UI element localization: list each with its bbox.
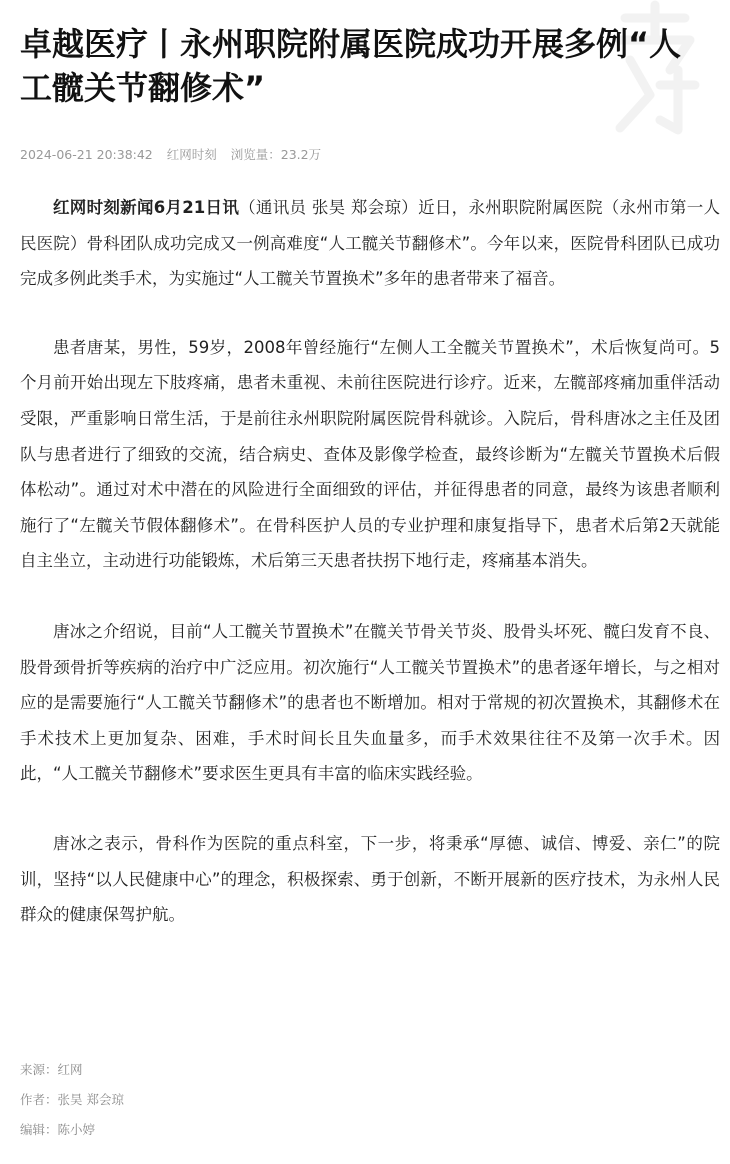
credit-source: 来源：红网 <box>20 1062 83 1077</box>
article-lead: 红网时刻新闻6月21日讯 <box>53 198 240 217</box>
article-headline: 卓越医疗丨永州职院附属医院成功开展多例“人工髋关节翻修术” <box>20 25 682 107</box>
article-credits <box>20 1059 124 1149</box>
source-label: 红网时刻 <box>166 147 217 162</box>
article-paragraph: 唐冰之表示，骨科作为医院的重点科室，下一步，将秉承“厚德、诚信、博爱、亲仁”的院训，坚持“以人民健康中心”的理念，积极探索、勇于创新，不断开展新的医疗技术，为永州人民群众的健康保驾护航。 <box>20 833 720 925</box>
publish-datetime: 2024-06-21 20:38:42 <box>20 147 153 162</box>
article-meta <box>20 145 331 163</box>
views-label: 浏览量： <box>230 147 281 162</box>
article-paragraph-text: （通讯员 张昊 郑会琼）近日，永州职院附属医院（永州市第一人民医院）骨科团队成功完成又一例高难度“人工髋关节翻修术”。今年以来，医院骨科团队已成功完成多例此类手术，为实施过“人工髋关节置换术”多年的患者带来了福音。 <box>20 198 720 289</box>
views-count: 23.2万 <box>280 147 322 162</box>
credit-editor: 编辑：陈小婷 <box>20 1122 96 1137</box>
article-body <box>20 190 720 969</box>
article-paragraph <box>20 190 720 297</box>
article-paragraph: 唐冰之介绍说，目前“人工髋关节置换术”在髋关节骨关节炎、股骨头坏死、髋臼发育不良、股骨颈骨折等疾病的治疗中广泛应用。初次施行“人工髋关节置换术”的患者逐年增长，与之相对应的是需要施行“人工髋关节翻修术”的患者也不断增加。相对于常规的初次置换术，其翻修术在手术技术上更加复杂、困难，手术时间长且失血量多，而手术效果往往不及第一次手术。因此，“人工髋关节翻修术”要求医生更具有丰富的临床实践经验。 <box>20 621 720 784</box>
article-paragraph: 患者唐某，男性，59岁，2008年曾经施行“左侧人工全髋关节置换术”，术后恢复尚可。5个月前开始出现左下肢疼痛，患者未重视、未前往医院进行诊疗。近来，左髋部疼痛加重伴活动受限，严重影响日常生活，于是前往永州职院附属医院骨科就诊。入院后，骨科唐冰之主任及团队与患者进行了细致的交流，结合病史、查体及影像学检查，最终诊断为“左髋关节置换术后假体松动”。通过对术中潜在的风险进行全面细致的评估，并征得患者的同意，最终为该患者顺利施行了“左髋关节假体翻修术”。在骨科医护人员的专业护理和康复指导下，患者术后第2天就能自主坐立，主动进行功能锻炼，术后第三天患者扶拐下地行走，疼痛基本消失。 <box>20 337 720 571</box>
credit-author: 作者：张昊 郑会琼 <box>20 1092 124 1107</box>
